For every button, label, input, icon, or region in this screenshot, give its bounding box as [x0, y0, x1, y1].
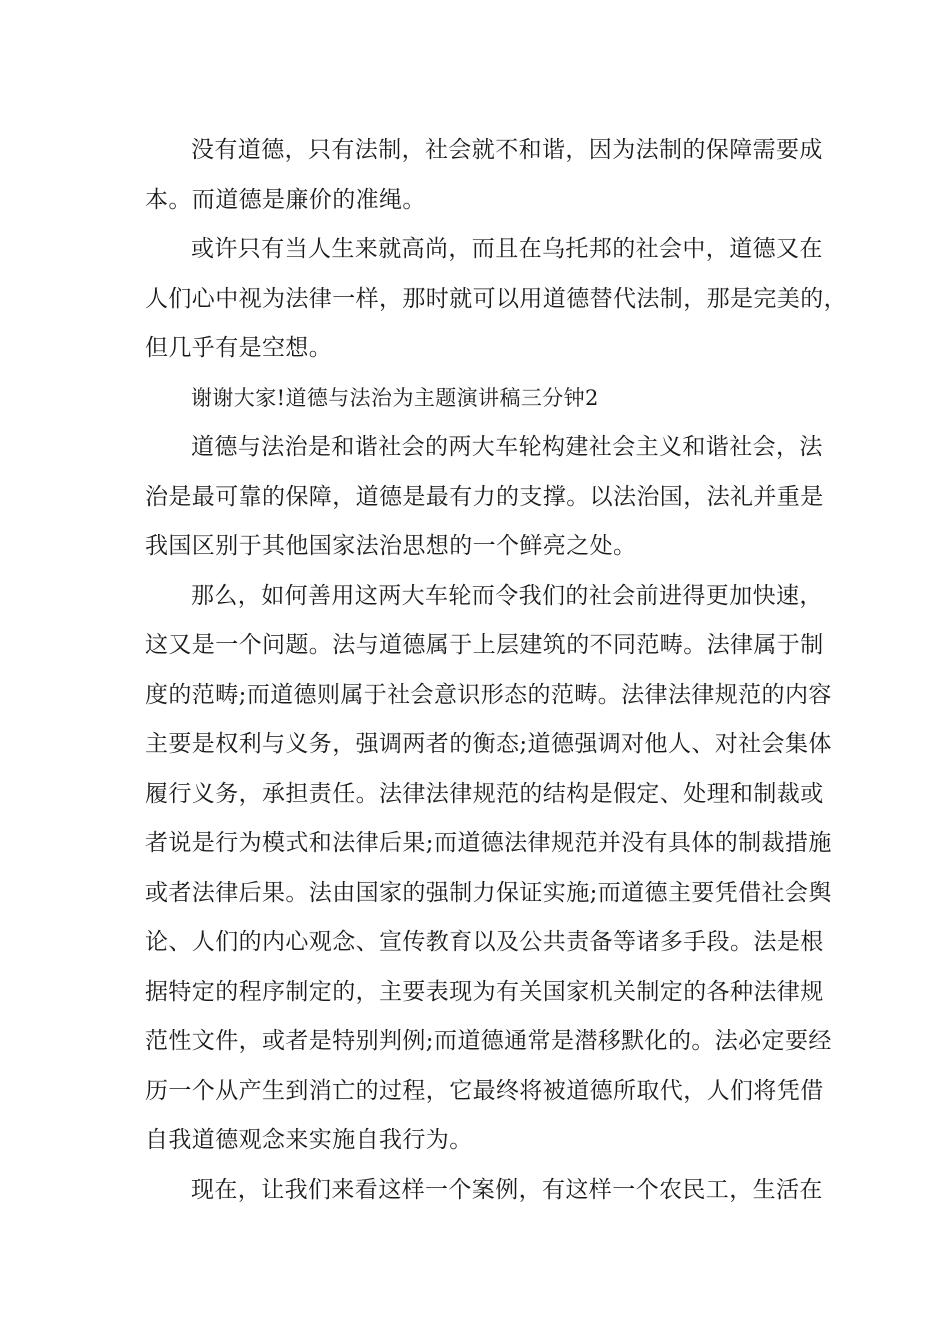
text-line: 据特定的程序制定的，主要表现为有关国家机关制定的各种法律规 — [145, 978, 824, 1005]
text-line: 道德与法治是和谐社会的两大车轮构建社会主义和谐社会，法 — [191, 434, 823, 460]
text-line: 主要是权利与义务，强调两者的衡态;道德强调对他人、对社会集体 — [145, 731, 832, 757]
text-line: 自我道德观念来实施自我行为。 — [145, 1127, 473, 1153]
text-line: 度的范畴;而道德则属于社会意识形态的范畴。法律法律规范的内容 — [145, 681, 832, 708]
text-line: 我国区别于其他国家法治思想的一个鲜亮之处。 — [145, 533, 637, 559]
text-line: 现在，让我们来看这样一个案例，有这样一个农民工，生活在 — [191, 1176, 823, 1203]
paragraph — [145, 1166, 825, 1216]
text-line: 人们心中视为法律一样，那时就可以用道德替代法制，那是完美的， — [145, 285, 847, 312]
text-line: 或许只有当人生来就高尚，而且在乌托邦的社会中，道德又在 — [191, 236, 823, 262]
paragraph — [145, 225, 847, 374]
paragraph — [145, 126, 825, 225]
text-line: 者说是行为模式和法律后果;而道德法律规范并没有具体的制裁措施 — [145, 830, 832, 856]
text-line: 但几乎有是空想。 — [145, 335, 333, 361]
text-line: 范性文件，或者是特别判例;而道德通常是潜移默化的。法必定要经 — [145, 1028, 832, 1054]
paragraph — [145, 423, 825, 572]
text-line: 这又是一个问题。法与道德属于上层建筑的不同范畴。法律属于制 — [145, 632, 824, 658]
text-line: 那么，如何善用这两大车轮而令我们的社会前进得更加快速， — [191, 582, 823, 609]
text-line: 谢谢大家!道德与法治为主题演讲稿三分钟2 — [191, 385, 599, 410]
text-line: 没有道德，只有法制，社会就不和谐，因为法制的保障需要成 — [191, 137, 823, 163]
text-line: 论、人们的内心观念、宣传教育以及公共责备等诸多手段。法是根 — [145, 929, 824, 955]
section-heading — [145, 374, 825, 424]
document-body — [145, 126, 847, 1215]
text-line: 履行义务，承担责任。法律法律规范的结构是假定、处理和制裁或 — [145, 780, 824, 807]
text-line: 或者法律后果。法由国家的强制力保证实施;而道德主要凭借社会舆 — [145, 879, 832, 906]
text-line: 本。而道德是廉价的准绳。 — [145, 186, 426, 213]
text-line: 治是最可靠的保障，道德是最有力的支撑。以法治国，法礼并重是 — [145, 483, 824, 510]
text-line: 历一个从产生到消亡的过程，它最终将被道德所取代，人们将凭借 — [145, 1077, 824, 1104]
paragraph — [145, 572, 832, 1166]
